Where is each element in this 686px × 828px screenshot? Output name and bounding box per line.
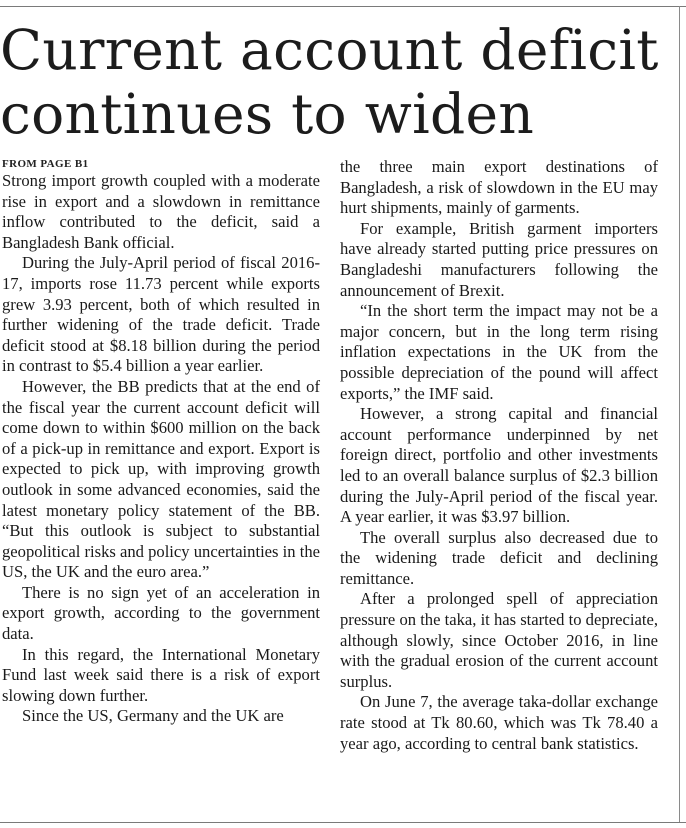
paragraph: the three main export destinations of Bangladesh, a risk of slowdown in the EU may hurt shipments, mainly of garments. — [340, 157, 658, 218]
paragraph: However, the BB predicts that at the end of the fiscal year the current account deficit will come down to within $600 million on the back of a pick-up in remittance and export. Export is expected to pick up, with improving growth outlook in some advanced economies, said the latest monetary policy statement of the BB. “But this outlook is subject to substantial geopolitical risks and policy uncertainties in the US, the UK and the euro area.” — [2, 376, 320, 582]
paragraph: Since the US, Germany and the UK are — [22, 706, 284, 726]
headline-line-1: Current account deficit — [0, 18, 659, 82]
paragraph: However, a strong capital and financial account performance underpinned by net foreign direct, portfolio and other investments led to an overall balance surplus of $2.3 billion during the July-April period of the fiscal year. A year earlier, it was $3.97 billion. — [340, 404, 658, 527]
right-column — [340, 157, 658, 754]
paragraph: Strong import growth coupled with a moderate rise in export and a slowdown in remittance inflow contributed to the deficit, said a Bangladesh Bank official. — [2, 171, 320, 252]
top-rule — [0, 6, 686, 7]
paragraph: For example, British garment importers have already started putting price pressures on Bangladeshi manufacturers following the announcement of Brexit. — [340, 218, 658, 300]
jump-line: FROM PAGE B1 — [2, 158, 89, 170]
paragraph: After a prolonged spell of appreciation pressure on the taka, it has started to depreciate, although slowly, since October 2016, in line with the gradual erosion of the current account surplus. — [340, 589, 658, 691]
column-rule — [679, 6, 680, 823]
left-column — [2, 157, 320, 727]
paragraph: On June 7, the average taka-dollar exchange rate stood at Tk 80.60, which was Tk 78.40 a year ago, according to central bank statistics. — [340, 692, 658, 753]
paragraph: During the July-April period of fiscal 2016-17, imports rose 11.73 percent while exports grew 3.93 percent, both of which resulted in further widening of the trade deficit. Trade deficit stood at $8.18 billion during the period in contrast to $5.4 billion a year earlier. — [2, 253, 320, 376]
paragraph: The overall surplus also decreased due to the widening trade deficit and declining remittance. — [340, 527, 658, 588]
headline-line-2: continues to widen — [0, 82, 535, 146]
paragraph: “In the short term the impact may not be a major concern, but in the long term rising inflation expectations in the UK from the possible depreciation of the pound will affect exports,” the IMF said. — [340, 301, 658, 403]
paragraph: In this regard, the International Monetary Fund last week said there is a risk of export slowing down further. — [2, 644, 320, 705]
paragraph: There is no sign yet of an acceleration in export growth, according to the government data. — [2, 582, 320, 644]
headline — [0, 18, 670, 146]
bottom-rule — [0, 822, 686, 823]
